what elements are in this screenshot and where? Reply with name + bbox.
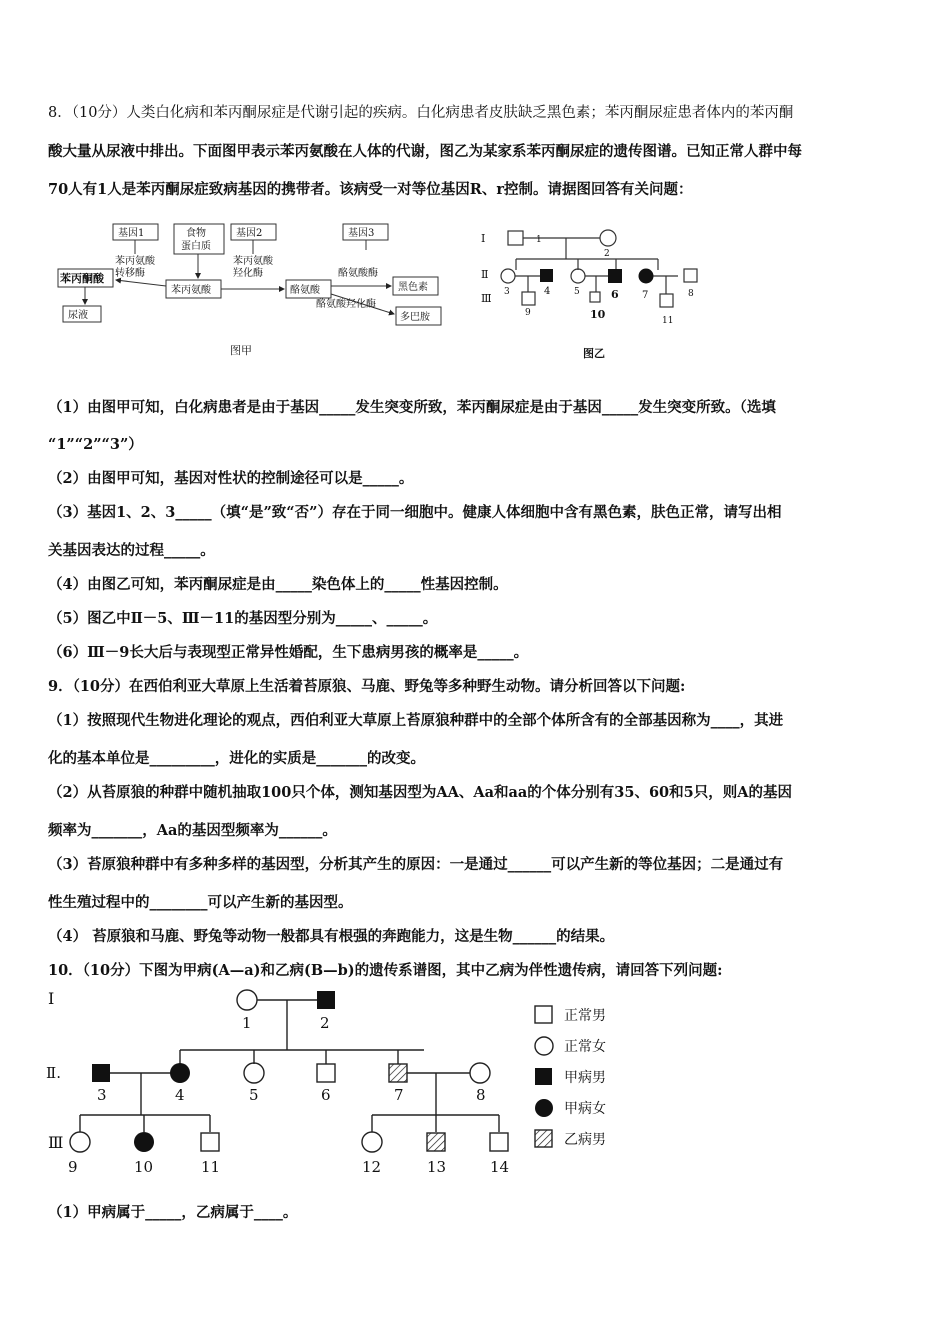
- fig-jia-caption: 图甲: [230, 344, 252, 357]
- legend-normal-male: 正常男: [564, 1008, 606, 1024]
- q10-num-4: 4: [175, 1086, 185, 1104]
- figure-jia-metabolism: [48, 214, 468, 364]
- fig-yi-n1: 1: [536, 235, 542, 245]
- fig-yi-gen2: Ⅱ: [481, 268, 489, 281]
- q9-line-2: （1）按照现代生物进化理论的观点，西伯利亚大草原上苔原狼种群中的全部个体所含有的全部基因称为____，其进: [48, 712, 784, 729]
- fig-yi-gen1: Ⅰ: [481, 232, 486, 245]
- q10-num-2: 2: [320, 1014, 330, 1032]
- q8-sub6: （6）Ⅲ－9长大后与表现型正常异性婚配，生下患病男孩的概率是_____。: [48, 644, 529, 661]
- legend-normal-female: 正常女: [564, 1039, 606, 1055]
- q8-line-2: 酸大量从尿液中排出。下面图甲表示苯丙氨酸在人体的代谢，图乙为某家系苯丙酮尿症的遗传图谱。已知正常人群中每: [48, 143, 802, 160]
- legend-yi-male: 乙病男: [564, 1132, 606, 1148]
- fig-jia-melanin: 黑色素: [398, 282, 428, 293]
- q10-gen2: Ⅱ.: [46, 1064, 61, 1082]
- q8-sub3: （3）基因1、2、3_____（填“是”致“否”）存在于同一细胞中。健康人体细胞中含有黑色素，肤色正常，请写出相: [48, 504, 782, 521]
- fig-yi-n4: 4: [544, 286, 551, 297]
- figure-yi-pedigree: [478, 214, 718, 364]
- q8-sub3-cont: 关基因表达的过程_____。: [48, 542, 215, 559]
- q10-num-14: 14: [490, 1158, 510, 1176]
- fig-yi-n2: 2: [604, 249, 610, 259]
- q9-line-1: 9．（10分）在西伯利亚大草原上生活着苔原狼、马鹿、野兔等多种野生动物。请分析回答以下问题:: [48, 678, 686, 695]
- q10-num-13: 13: [427, 1158, 447, 1176]
- q9-line-8: （4） 苔原狼和马鹿、野兔等动物一般都具有根强的奔跑能力，这是生物______的结果。: [48, 928, 615, 945]
- q10-sub1: （1）甲病属于_____，乙病属于____。: [48, 1204, 298, 1221]
- fig-yi-n8: 8: [688, 289, 694, 299]
- fig-yi-n3: 3: [504, 287, 510, 297]
- fig-yi-n9: 9: [525, 308, 531, 318]
- q8-sub4: （4）由图乙可知，苯丙酮尿症是由_____染色体上的_____性基因控制。: [48, 576, 508, 593]
- fig-jia-urine: 尿液: [68, 310, 88, 321]
- fig-jia-enzyme3: 酪氨酸酶: [338, 268, 378, 279]
- fig-jia-enzyme4: 酪氨酸羟化酶: [316, 299, 376, 310]
- q10-num-6: 6: [321, 1086, 331, 1104]
- q8-sub2: （2）由图甲可知，基因对性状的控制途径可以是_____。: [48, 470, 414, 487]
- fig-jia-gene1: 基因1: [118, 228, 145, 239]
- fig-jia-enzyme2b: 羟化酶: [233, 268, 263, 279]
- q10-num-8: 8: [476, 1086, 486, 1104]
- fig-yi-n10: 10: [590, 308, 606, 321]
- fig-yi-n5: 5: [574, 287, 580, 297]
- q10-num-1: 1: [242, 1014, 252, 1032]
- q9-line-5: 频率为_______，Aa的基因型频率为______。: [48, 822, 337, 839]
- q10-num-5: 5: [249, 1086, 259, 1104]
- q9-line-4: （2）从苔原狼的种群中随机抽取100只个体，测知基因型为AA、Aa和aa的个体分别有35、60和5只，则A的基因: [48, 784, 792, 801]
- fig-jia-food: 食物: [186, 228, 206, 239]
- q10-line-1: 10．（10分）下图为甲病(A—a)和乙病(B—b)的遗传系谱图，其中乙病为伴性遗传病，请回答下列问题:: [48, 962, 723, 979]
- q10-num-7: 7: [394, 1086, 404, 1104]
- legend-jia-male: 甲病男: [564, 1070, 606, 1086]
- fig-jia-enzyme1a: 苯丙氨酸: [115, 256, 155, 267]
- q8-line-1: 8．（10分）人类白化病和苯丙酮尿症是代谢引起的疾病。白化病患者皮肤缺乏黑色素；苯丙酮尿症患者体内的苯丙酮: [48, 105, 794, 121]
- fig-yi-n6: 6: [611, 288, 619, 301]
- q10-num-11: 11: [201, 1158, 221, 1176]
- fig-yi-gen3: Ⅲ: [481, 292, 492, 305]
- q10-num-10: 10: [134, 1158, 154, 1176]
- fig-jia-enzyme1b: 转移酶: [115, 268, 145, 279]
- fig-yi-n11: 11: [662, 316, 674, 326]
- fig-jia-ppa: 苯丙酮酸: [60, 272, 104, 285]
- fig-jia-tyr: 酪氨酸: [290, 285, 320, 296]
- q8-sub1: （1）由图甲可知，白化病患者是由于基因_____发生突变所致，苯丙酮尿症是由于基因_____发生突变所致。（选填: [48, 399, 776, 416]
- fig-jia-phe: 苯丙氨酸: [171, 285, 211, 296]
- q9-line-3: 化的基本单位是_________，进化的实质是_______的改变。: [48, 750, 425, 767]
- fig-jia-gene2: 基因2: [236, 228, 263, 239]
- q9-line-7: 性生殖过程中的________可以产生新的基因型。: [48, 894, 353, 911]
- legend-jia-female: 甲病女: [564, 1101, 606, 1117]
- q10-gen1: Ⅰ: [48, 989, 55, 1008]
- fig-yi-caption: 图乙: [583, 347, 605, 360]
- figure-q10-pedigree: [44, 982, 644, 1182]
- q10-gen3: Ⅲ: [48, 1133, 64, 1152]
- q10-num-9: 9: [68, 1158, 78, 1176]
- fig-jia-enzyme2a: 苯丙氨酸: [233, 256, 273, 267]
- q8-sub1-options: “1”“2”“3”）: [48, 436, 143, 453]
- fig-yi-n7: 7: [642, 290, 649, 301]
- q9-line-6: （3）苔原狼种群中有多种多样的基因型，分析其产生的原因：一是通过______可以产生新的等位基因；二是通过有: [48, 856, 784, 873]
- q10-num-12: 12: [362, 1158, 382, 1176]
- q10-num-3: 3: [97, 1086, 107, 1104]
- fig-jia-protein: 蛋白质: [181, 241, 211, 252]
- q8-sub5: （5）图乙中Ⅱ－5、Ⅲ－11的基因型分别为_____、_____。: [48, 610, 438, 627]
- q8-line-3: 70人有1人是苯丙酮尿症致病基因的携带者。该病受一对等位基因R、r控制。请据图回答有关问题：: [48, 181, 693, 198]
- fig-jia-gene3: 基因3: [348, 228, 375, 239]
- fig-jia-dopamine: 多巴胺: [400, 312, 430, 323]
